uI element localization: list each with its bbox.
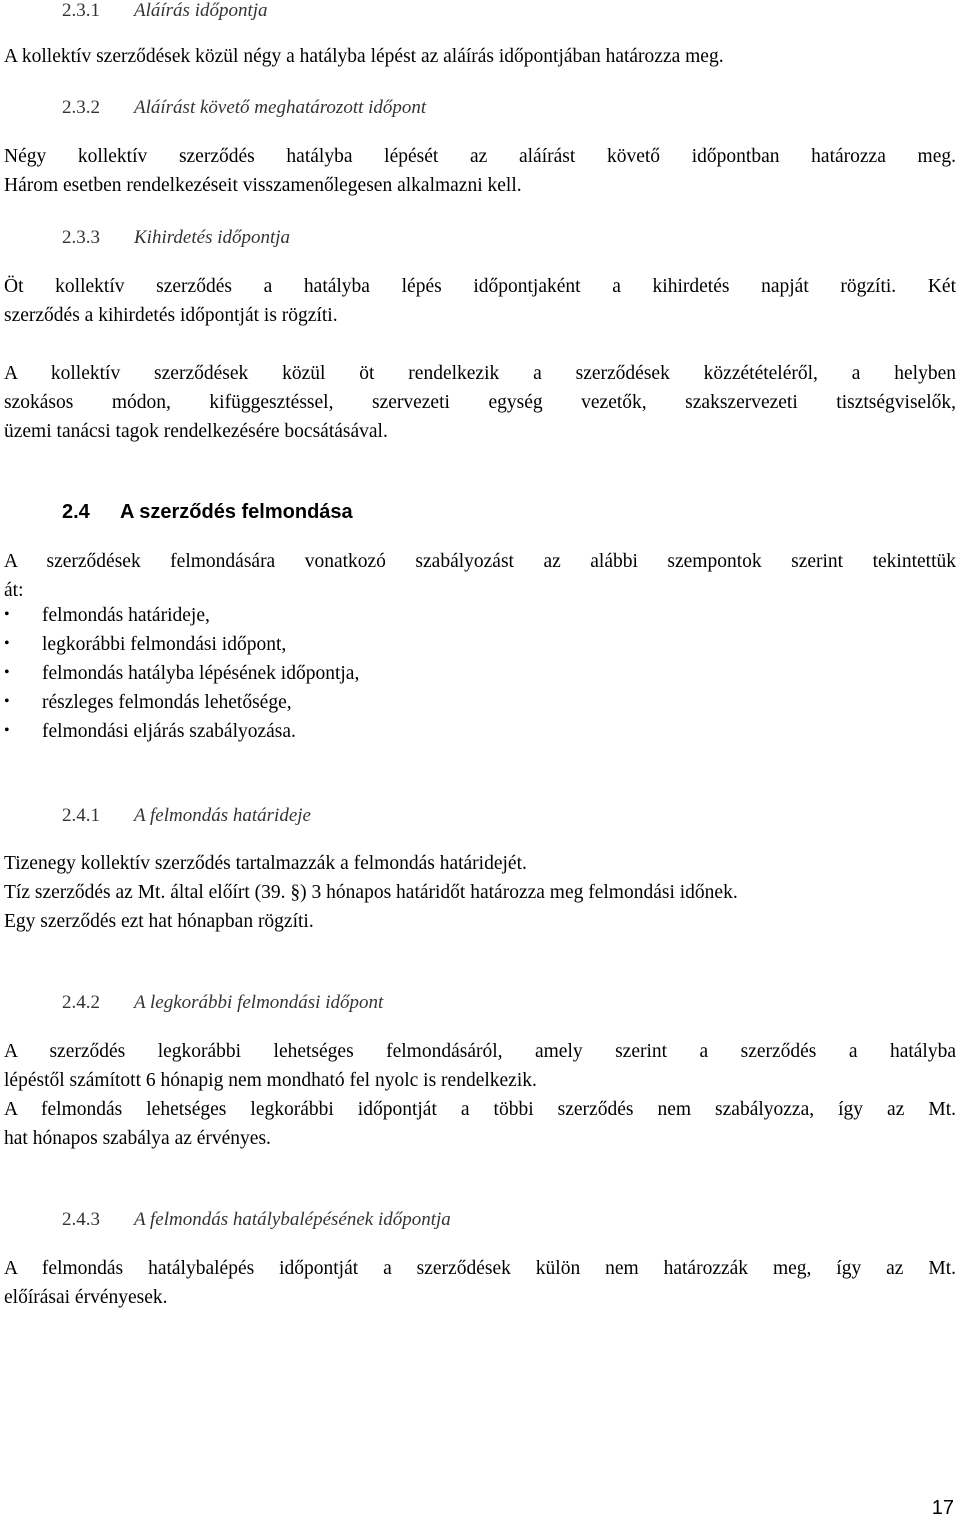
section-title: A felmondás hatálybalépésének időpontja <box>134 1209 451 1230</box>
heading-2-4 <box>62 501 353 524</box>
text-line: hat hónapos szabálya az érvényes. <box>4 1128 271 1149</box>
heading-2-3-2 <box>62 97 426 119</box>
heading-2-4-3 <box>62 1209 451 1231</box>
list-item <box>4 721 296 743</box>
text-line: A felmondás lehetséges legkorábbi időpontját a többi szerződés nem szabályozza, így az Mt. <box>4 1099 956 1120</box>
list-item-label: részleges felmondás lehetősége, <box>42 692 292 713</box>
text-line: Tizenegy kollektív szerződés tartalmazzák a felmondás határidejét. <box>4 853 527 874</box>
text-line: A szerződés legkorábbi lehetséges felmondásáról, amely szerint a szerződés a hatályba <box>4 1041 956 1062</box>
paragraph-after-signing <box>4 142 956 200</box>
heading-2-3-1 <box>62 0 268 22</box>
section-title: A legkorábbi felmondási időpont <box>134 992 384 1013</box>
heading-2-3-3 <box>62 227 290 249</box>
paragraph-earliest <box>4 1037 956 1153</box>
text-line: A kollektív szerződések közül öt rendelkezik a szerződések közzétételéről, a helyben <box>4 363 956 384</box>
text-line: Tíz szerződés az Mt. által előírt (39. §) 3 hónapos határidőt határozza meg felmondási időnek. <box>4 882 738 903</box>
section-title: Aláírás időpontja <box>134 0 268 21</box>
text-line: előírásai érvényesek. <box>4 1287 168 1308</box>
paragraph-deadline <box>4 849 956 936</box>
text-line: lépéstől számított 6 hónapig nem mondható fel nyolc is rendelkezik. <box>4 1070 537 1091</box>
paragraph-publication <box>4 359 956 446</box>
section-title: A felmondás határideje <box>134 805 311 826</box>
bullet-icon: • <box>4 606 10 623</box>
text-line: szokásos módon, kifüggesztéssel, szervezeti egység vezetők, szakszervezeti tisztségviselők, <box>4 392 956 413</box>
section-number: 2.3.2 <box>62 97 100 118</box>
section-number: 2.4 <box>62 501 90 523</box>
bullet-icon: • <box>4 635 10 652</box>
list-item-label: felmondás határideje, <box>42 605 210 626</box>
list-item <box>4 605 210 627</box>
section-number: 2.3.3 <box>62 227 100 248</box>
text-line: át: <box>4 580 24 601</box>
text-line: Négy kollektív szerződés hatályba lépését az aláírást követő időpontban határozza meg. <box>4 146 956 167</box>
list-item <box>4 634 286 656</box>
heading-2-4-1 <box>62 805 311 827</box>
section-number: 2.3.1 <box>62 0 100 21</box>
text-line: Három esetben rendelkezéseit visszamenőlegesen alkalmazni kell. <box>4 175 522 196</box>
section-title: A szerződés felmondása <box>120 501 353 523</box>
text-line: üzemi tanácsi tagok rendelkezésére bocsátásával. <box>4 421 388 442</box>
text-line: Öt kollektív szerződés a hatályba lépés időpontjaként a kihirdetés napját rögzíti. Két <box>4 276 956 297</box>
bullet-icon: • <box>4 693 10 710</box>
text-line: A felmondás hatálybalépés időpontját a szerződések külön nem határozzák meg, így az Mt. <box>4 1258 956 1279</box>
list-item <box>4 663 359 685</box>
section-title: Aláírást követő meghatározott időpont <box>134 97 427 118</box>
text-line: A szerződések felmondására vonatkozó szabályozást az alábbi szempontok szerint tekintettük <box>4 551 956 572</box>
section-number: 2.4.1 <box>62 805 100 826</box>
section-number: 2.4.2 <box>62 992 100 1013</box>
list-item <box>4 692 292 714</box>
list-item-label: felmondási eljárás szabályozása. <box>42 721 296 742</box>
section-title: Kihirdetés időpontja <box>134 227 291 248</box>
text-line: A kollektív szerződések közül négy a hatályba lépést az aláírás időpontjában határozza meg. <box>4 46 724 67</box>
paragraph-signing <box>4 42 956 71</box>
page-number: 17 <box>931 1497 954 1519</box>
paragraph-promulgation <box>4 272 956 330</box>
text-line: szerződés a kihirdetés időpontját is rögzíti. <box>4 305 338 326</box>
section-number: 2.4.3 <box>62 1209 100 1230</box>
paragraph-effective <box>4 1254 956 1312</box>
list-item-label: felmondás hatályba lépésének időpontja, <box>42 663 360 684</box>
text-line: Egy szerződés ezt hat hónapban rögzíti. <box>4 911 314 932</box>
paragraph-termination-intro <box>4 547 956 605</box>
bullet-icon: • <box>4 722 10 739</box>
heading-2-4-2 <box>62 992 383 1014</box>
bullet-icon: • <box>4 664 10 681</box>
list-item-label: legkorábbi felmondási időpont, <box>42 634 287 655</box>
